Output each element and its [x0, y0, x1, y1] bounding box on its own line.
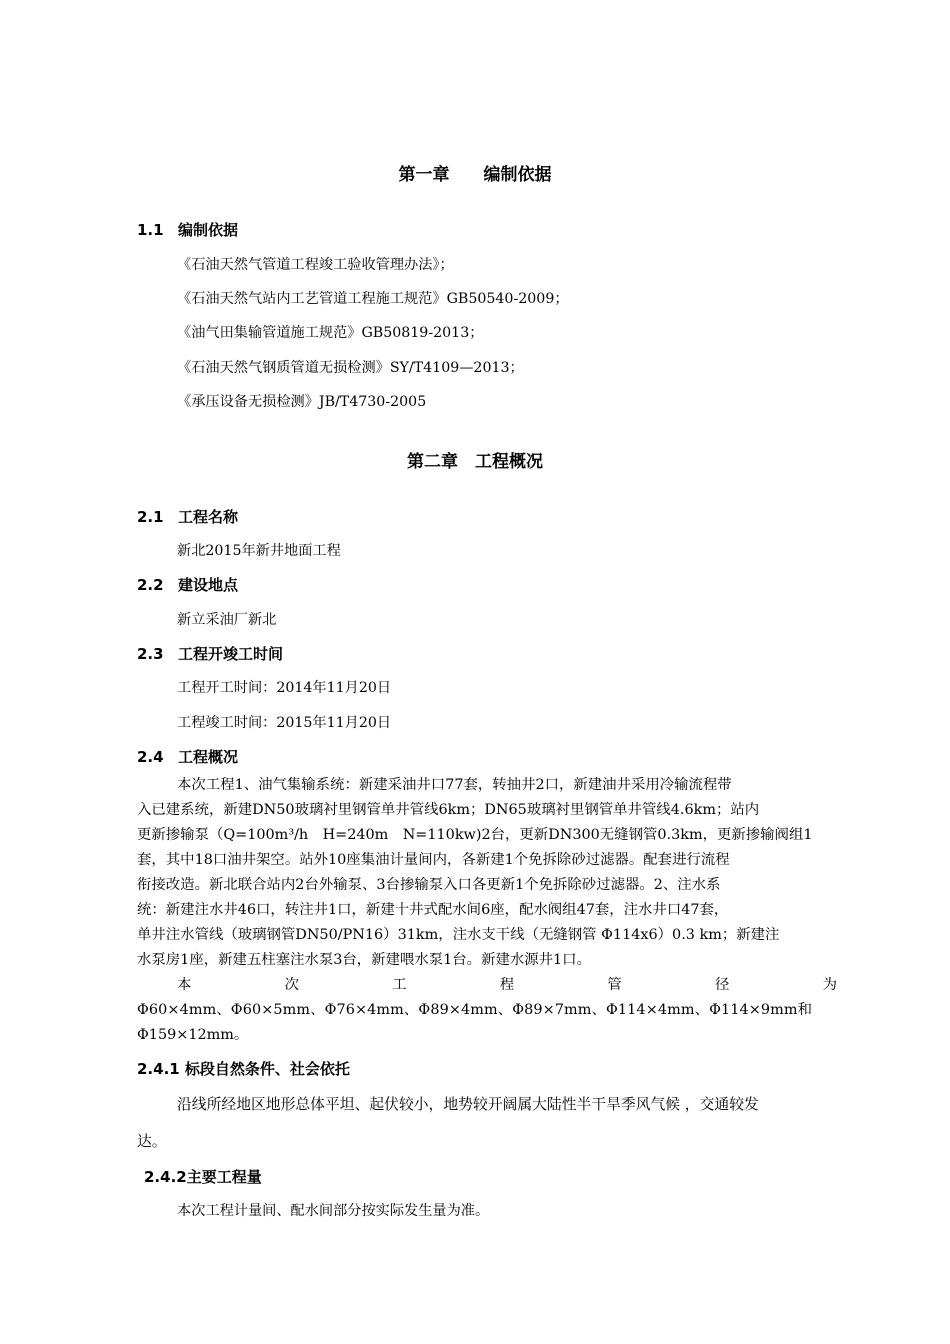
spread-word: 径 — [714, 977, 730, 993]
spread-word: 本 — [177, 977, 192, 993]
section-number: 2.1 — [137, 508, 164, 526]
reference-item: 《油气田集输管道施工规范》GB50819-2013； — [177, 325, 484, 341]
section-2-2-heading — [137, 574, 238, 595]
spread-word: 管 — [607, 977, 622, 993]
section-title: 工程名称 — [178, 508, 239, 526]
pipe-diameter-list: Φ60×4mm、Φ60×5mm、Φ76×4mm、Φ89×4mm、Φ89×7mm、Φ114×4mm、Φ114×9mm和 — [137, 1002, 813, 1018]
paragraph-line: 衔接改造。新北联合站内2台外输泵、3台掺输泵入口各更新1个免拆除砂过滤器。2、注水系 — [137, 877, 721, 893]
section-2-4-heading — [137, 746, 238, 767]
section-1-1-heading — [137, 219, 238, 240]
project-name: 新北2015年新井地面工程 — [177, 543, 341, 559]
section-title: 建设地点 — [178, 576, 239, 594]
paragraph-line: 更新掺输泵（Q=100m³/h H=240m N=110kw)2台，更新DN300无缝钢管0.3km，更新掺输阀组1 — [137, 827, 813, 843]
paragraph-line: 统：新建注水井46口，转注井1口，新建十井式配水间6座，配水阀组47套，注水井口47套， — [137, 902, 729, 918]
section-title: 工程概况 — [178, 748, 239, 766]
paragraph-line: 本次工程1、油气集输系统：新建采油井口77套，转抽井2口，新建油井采用冷输流程带 — [177, 777, 732, 793]
section-2-3-heading — [137, 643, 283, 664]
section-number: 2.4 — [137, 748, 164, 766]
pipe-diameter-intro-line — [137, 973, 837, 998]
chapter-1-title: 第一章 编制依据 — [398, 165, 552, 185]
section-2-4-2-heading: 2.4.2主要工程量 — [144, 1168, 262, 1186]
reference-item: 《石油天然气站内工艺管道工程施工规范》GB50540-2009； — [177, 291, 569, 307]
section-title: 编制依据 — [178, 221, 239, 239]
section-number: 2.2 — [137, 576, 164, 594]
spread-word: 程 — [499, 977, 515, 993]
completion-date: 工程竣工时间：2015年11月20日 — [177, 715, 392, 731]
section-2-4-1-heading: 2.4.1 标段自然条件、社会依托 — [137, 1060, 350, 1078]
section-title: 工程开竣工时间 — [178, 645, 284, 663]
construction-site: 新立采油厂新北 — [177, 612, 277, 628]
paragraph-line: 单井注水管线（玻璃钢管DN50/PN16）31km，注水支干线（无缝钢管 Φ114x6）0.3 km；新建注 — [137, 927, 780, 943]
reference-item: 《石油天然气钢质管道无损检测》SY/T4109—2013； — [177, 360, 524, 376]
section-number: 1.1 — [137, 221, 164, 239]
spread-word: 工 — [392, 977, 407, 993]
overview-paragraph — [137, 773, 837, 1048]
start-date: 工程开工时间：2014年11月20日 — [177, 680, 392, 696]
paragraph-line: 套，其中18口油井架空。站外10座集油计量间内，各新建1个免拆除砂过滤器。配套进行流程 — [137, 852, 730, 868]
paragraph-line: 水泵房1座，新建五柱塞注水泵3台，新建喂水泵1台。新建水源井1口。 — [137, 952, 591, 968]
section-2-1-heading — [137, 506, 238, 527]
natural-conditions-line: 沿线所经地区地形总体平坦、起伏较小，地势较开阔属大陆性半干旱季风气候 ，交通较发 — [177, 1096, 759, 1113]
pipe-diameter-tail: Φ159×12mm。 — [137, 1027, 249, 1043]
chapter-2-title: 第二章 工程概况 — [407, 452, 543, 472]
spread-word: 为 — [822, 977, 837, 993]
reference-item: 《石油天然气管道工程竣工验收管理办法》； — [177, 257, 454, 273]
reference-item: 《承压设备无损检测》JB/T4730-2005 — [177, 394, 427, 410]
section-number: 2.3 — [137, 645, 164, 663]
quantities-text: 本次工程计量间、配水间部分按实际发生量为准。 — [177, 1203, 490, 1219]
natural-conditions-line: 达。 — [137, 1133, 167, 1150]
paragraph-line: 入已建系统，新建DN50玻璃衬里钢管单井管线6km；DN65玻璃衬里钢管单井管线4.6km；站内 — [137, 802, 760, 818]
spread-word: 次 — [284, 977, 299, 993]
